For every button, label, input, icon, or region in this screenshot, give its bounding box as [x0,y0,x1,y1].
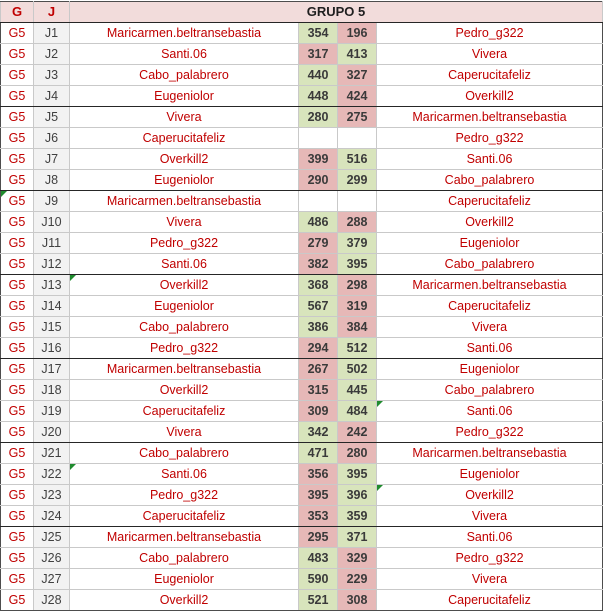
score2-cell[interactable]: 288 [338,212,377,233]
score1-cell[interactable]: 317 [299,44,338,65]
match-cell[interactable]: J5 [34,107,70,128]
player1-cell[interactable]: Cabo_palabrero [70,548,299,569]
score1-cell[interactable]: 399 [299,149,338,170]
group-cell[interactable]: G5 [1,401,34,422]
score2-cell[interactable]: 395 [338,464,377,485]
player2-cell[interactable]: Cabo_palabrero [377,170,603,191]
table-row [1,317,603,338]
group-cell[interactable]: G5 [1,296,34,317]
player2-cell[interactable]: Santi.06 [377,338,603,359]
group-cell[interactable]: G5 [1,23,34,44]
score2-cell[interactable]: 242 [338,422,377,443]
table-row [1,401,603,422]
table-row [1,149,603,170]
match-cell[interactable]: J13 [34,275,70,296]
score2-cell[interactable]: 275 [338,107,377,128]
score2-cell[interactable]: 319 [338,296,377,317]
match-cell[interactable]: J27 [34,569,70,590]
comment-marker-icon[interactable] [377,485,383,491]
score1-cell[interactable] [299,128,338,149]
score1-cell[interactable]: 567 [299,296,338,317]
match-cell[interactable]: J26 [34,548,70,569]
table-row [1,128,603,149]
player2-cell[interactable]: Eugeniolor [377,359,603,380]
table-row [1,443,603,464]
table-row [1,44,603,65]
player2-cell[interactable]: Overkill2 [377,86,603,107]
group-cell[interactable]: G5 [1,86,34,107]
header-g[interactable]: G [1,2,34,23]
match-cell[interactable]: J14 [34,296,70,317]
group-cell[interactable]: G5 [1,233,34,254]
player2-cell[interactable]: Pedro_g322 [377,422,603,443]
score2-cell[interactable]: 371 [338,527,377,548]
score2-cell[interactable]: 396 [338,485,377,506]
player2-cell[interactable]: Santi.06 [377,149,603,170]
group-cell[interactable]: G5 [1,170,34,191]
score2-cell[interactable]: 196 [338,23,377,44]
score2-cell[interactable]: 329 [338,548,377,569]
score1-cell[interactable]: 471 [299,443,338,464]
score1-cell[interactable]: 315 [299,380,338,401]
player2-cell[interactable]: Maricarmen.beltransebastia [377,443,603,464]
player2-cell[interactable]: Cabo_palabrero [377,254,603,275]
header-j[interactable]: J [34,2,70,23]
table-row [1,590,603,611]
player1-cell[interactable]: Maricarmen.beltransebastia [70,23,299,44]
table-row [1,254,603,275]
player1-cell[interactable]: Eugeniolor [70,296,299,317]
score1-cell[interactable]: 486 [299,212,338,233]
player1-cell[interactable]: Cabo_palabrero [70,65,299,86]
player1-cell[interactable]: Eugeniolor [70,86,299,107]
score2-cell[interactable]: 280 [338,443,377,464]
group-cell[interactable]: G5 [1,506,34,527]
table-row [1,65,603,86]
player2-cell[interactable]: Santi.06 [377,527,603,548]
match-cell[interactable]: J18 [34,380,70,401]
match-cell[interactable]: J10 [34,212,70,233]
player1-cell[interactable]: Maricarmen.beltransebastia [70,359,299,380]
table-row [1,23,603,44]
player2-cell[interactable]: Eugeniolor [377,464,603,485]
player2-cell[interactable]: Caperucitafeliz [377,65,603,86]
score1-cell[interactable]: 354 [299,23,338,44]
score2-cell[interactable]: 512 [338,338,377,359]
score1-cell[interactable] [299,191,338,212]
group-cell[interactable]: G5 [1,485,34,506]
match-cell[interactable]: J28 [34,590,70,611]
table-row [1,338,603,359]
player1-cell[interactable]: Caperucitafeliz [70,401,299,422]
score2-cell[interactable]: 516 [338,149,377,170]
player1-cell[interactable]: Vivera [70,422,299,443]
table-row [1,485,603,506]
table-row [1,464,603,485]
score1-cell[interactable]: 295 [299,527,338,548]
table-row [1,569,603,590]
group-cell[interactable]: G5 [1,380,34,401]
group-cell[interactable]: G5 [1,464,34,485]
player2-cell[interactable]: Maricarmen.beltransebastia [377,107,603,128]
player2-cell[interactable]: Caperucitafeliz [377,191,603,212]
score1-cell[interactable]: 294 [299,338,338,359]
match-cell[interactable]: J19 [34,401,70,422]
match-cell[interactable]: J6 [34,128,70,149]
match-cell[interactable]: J8 [34,170,70,191]
table-row [1,296,603,317]
score2-cell[interactable] [338,128,377,149]
score2-cell[interactable]: 359 [338,506,377,527]
player2-cell[interactable]: Vivera [377,569,603,590]
player1-cell[interactable]: Vivera [70,107,299,128]
player1-cell[interactable]: Eugeniolor [70,170,299,191]
score1-cell[interactable]: 395 [299,485,338,506]
group-cell[interactable]: G5 [1,107,34,128]
score2-cell[interactable] [338,191,377,212]
score2-cell[interactable]: 502 [338,359,377,380]
match-cell[interactable]: J1 [34,23,70,44]
score2-cell[interactable]: 229 [338,569,377,590]
group-cell[interactable]: G5 [1,317,34,338]
player1-cell[interactable]: Cabo_palabrero [70,443,299,464]
player2-cell[interactable]: Pedro_g322 [377,23,603,44]
match-cell[interactable]: J22 [34,464,70,485]
group-cell[interactable]: G5 [1,569,34,590]
group-cell[interactable]: G5 [1,44,34,65]
player2-cell[interactable]: Caperucitafeliz [377,590,603,611]
comment-marker-icon[interactable] [70,275,76,281]
player1-cell[interactable]: Maricarmen.beltransebastia [70,527,299,548]
match-cell[interactable]: J3 [34,65,70,86]
table-row [1,107,603,128]
group-cell[interactable]: G5 [1,527,34,548]
player2-cell[interactable]: Maricarmen.beltransebastia [377,275,603,296]
table-row [1,506,603,527]
player1-cell[interactable]: Maricarmen.beltransebastia [70,191,299,212]
comment-marker-icon[interactable] [1,191,7,197]
player1-cell[interactable]: Santi.06 [70,254,299,275]
score1-cell[interactable]: 353 [299,506,338,527]
score1-cell[interactable]: 483 [299,548,338,569]
table-row [1,359,603,380]
table-row [1,212,603,233]
match-cell[interactable]: J17 [34,359,70,380]
table-row [1,422,603,443]
group-cell[interactable]: G5 [1,422,34,443]
match-cell[interactable]: J12 [34,254,70,275]
table-row [1,527,603,548]
score2-cell[interactable]: 445 [338,380,377,401]
group-cell[interactable]: G5 [1,590,34,611]
score2-cell[interactable]: 298 [338,275,377,296]
group-cell[interactable]: G5 [1,212,34,233]
player2-cell[interactable]: Pedro_g322 [377,128,603,149]
match-cell[interactable]: J2 [34,44,70,65]
group-cell[interactable]: G5 [1,359,34,380]
comment-marker-icon[interactable] [377,401,383,407]
player1-cell[interactable]: Caperucitafeliz [70,506,299,527]
player1-cell[interactable]: Santi.06 [70,44,299,65]
table-row [1,275,603,296]
match-cell[interactable]: J21 [34,443,70,464]
group-cell[interactable]: G5 [1,338,34,359]
table-row [1,170,603,191]
score1-cell[interactable]: 356 [299,464,338,485]
score2-cell[interactable]: 395 [338,254,377,275]
player2-cell[interactable]: Santi.06 [377,401,603,422]
score2-cell[interactable]: 424 [338,86,377,107]
header-row [1,2,603,23]
player1-cell[interactable]: Overkill2 [70,380,299,401]
player1-cell[interactable]: Overkill2 [70,590,299,611]
score1-cell[interactable]: 382 [299,254,338,275]
player1-cell[interactable]: Cabo_palabrero [70,317,299,338]
match-cell[interactable]: J24 [34,506,70,527]
group-cell[interactable]: G5 [1,65,34,86]
player2-cell[interactable]: Vivera [377,506,603,527]
group-cell[interactable]: G5 [1,275,34,296]
score2-cell[interactable]: 327 [338,65,377,86]
score2-cell[interactable]: 308 [338,590,377,611]
group-title[interactable]: GRUPO 5 [70,2,603,23]
player1-cell[interactable]: Vivera [70,212,299,233]
score1-cell[interactable]: 590 [299,569,338,590]
player1-cell[interactable]: Santi.06 [70,464,299,485]
results-table [0,1,603,611]
player2-cell[interactable]: Eugeniolor [377,233,603,254]
player1-cell[interactable]: Pedro_g322 [70,485,299,506]
player2-cell[interactable]: Cabo_palabrero [377,380,603,401]
table-row [1,380,603,401]
score1-cell[interactable]: 448 [299,86,338,107]
match-cell[interactable]: J15 [34,317,70,338]
score1-cell[interactable]: 440 [299,65,338,86]
match-cell[interactable]: J11 [34,233,70,254]
score2-cell[interactable]: 413 [338,44,377,65]
match-cell[interactable]: J4 [34,86,70,107]
score1-cell[interactable]: 342 [299,422,338,443]
score1-cell[interactable]: 368 [299,275,338,296]
player2-cell[interactable]: Overkill2 [377,485,603,506]
table-row [1,548,603,569]
group-cell[interactable]: G5 [1,191,34,212]
group-cell[interactable]: G5 [1,128,34,149]
player2-cell[interactable]: Vivera [377,317,603,338]
comment-marker-icon[interactable] [70,464,76,470]
group-cell[interactable]: G5 [1,548,34,569]
player2-cell[interactable]: Vivera [377,44,603,65]
score2-cell[interactable]: 299 [338,170,377,191]
match-cell[interactable]: J9 [34,191,70,212]
score1-cell[interactable]: 279 [299,233,338,254]
group-cell[interactable]: G5 [1,149,34,170]
table-row [1,191,603,212]
match-cell[interactable]: J7 [34,149,70,170]
score2-cell[interactable]: 384 [338,317,377,338]
table-row [1,86,603,107]
score1-cell[interactable]: 386 [299,317,338,338]
player1-cell[interactable]: Pedro_g322 [70,338,299,359]
player2-cell[interactable]: Overkill2 [377,212,603,233]
score1-cell[interactable]: 267 [299,359,338,380]
match-cell[interactable]: J23 [34,485,70,506]
match-cell[interactable]: J16 [34,338,70,359]
player1-cell[interactable]: Eugeniolor [70,569,299,590]
score1-cell[interactable]: 280 [299,107,338,128]
player1-cell[interactable]: Overkill2 [70,149,299,170]
player1-cell[interactable]: Overkill2 [70,275,299,296]
match-cell[interactable]: J25 [34,527,70,548]
player2-cell[interactable]: Caperucitafeliz [377,296,603,317]
score1-cell[interactable]: 290 [299,170,338,191]
group-cell[interactable]: G5 [1,254,34,275]
group-cell[interactable]: G5 [1,443,34,464]
player1-cell[interactable]: Pedro_g322 [70,233,299,254]
match-cell[interactable]: J20 [34,422,70,443]
player1-cell[interactable]: Caperucitafeliz [70,128,299,149]
score1-cell[interactable]: 521 [299,590,338,611]
player2-cell[interactable]: Pedro_g322 [377,548,603,569]
score2-cell[interactable]: 379 [338,233,377,254]
score2-cell[interactable]: 484 [338,401,377,422]
score1-cell[interactable]: 309 [299,401,338,422]
table-row [1,233,603,254]
